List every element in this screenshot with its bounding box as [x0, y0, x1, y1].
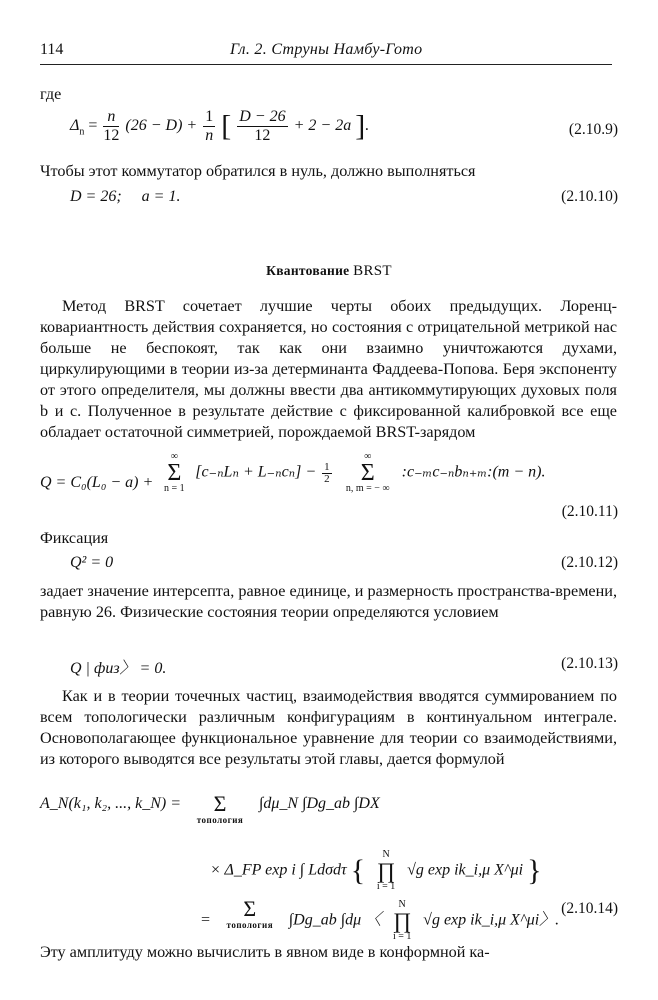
paragraph-last-line: Эту амплитуду можно вычислить в явном виде в конформной ка-: [40, 943, 490, 961]
equation-2-10-14-line3: = Σ топология ∫Dg_ab ∫dμ 〈 N ∏ i = 1 √g exp ik_i,μ X^μi〉.: [200, 896, 560, 942]
equation-number: (2.10.10): [561, 188, 618, 205]
equation-2-10-11: Q = C₀(L₀ − a) + ∞ Σ n = 1 [c₋ₙLₙ + L₋ₙcₙ] − $\frac{1}{2}$ ∞ Σ n, m = − ∞ :c₋ₘc₋ₙbₙ₊ₘ:(m − n).: [40, 451, 546, 494]
paragraph-interaction: Как и в теории точечных частиц, взаимодействия вводятся суммированием по всем топологически различным конфигурациям в континуальном интеграле. Основополагающее функциональное уравнение для теории со взаимодействиями, из которого выводятся все результаты этой главы, дается формулой: [40, 687, 617, 768]
equation-2-10-10: D = 26; a = 1.: [70, 188, 181, 205]
running-title: Гл. 2. Струны Намбу-Гото: [230, 41, 423, 58]
header-rule: [40, 64, 612, 65]
equation-number: (2.10.13): [561, 655, 618, 672]
equation-2-10-14-line1: A_N(k₁, k₂, ..., k_N) = Σ топология ∫dμ_N ∫Dg_ab ∫DX: [40, 791, 380, 825]
equation-number: (2.10.14): [561, 900, 618, 917]
equation-number: (2.10.12): [561, 554, 618, 571]
equation-2-10-14-line2: × Δ_FP exp i ∫ Ldσdτ { N ∏ i = 1 √g exp ik_i,μ X^μi }: [210, 849, 542, 892]
paragraph-intercept: задает значение интерсепта, равное единице, и размерность пространства-времени, равную 26. Физические состояния теории определяются условием: [40, 582, 617, 621]
paragraph-commutator: Чтобы этот коммутатор обратился в нуль, должно выполняться: [40, 162, 476, 180]
equation-number: (2.10.9): [568, 121, 618, 138]
equation-2-10-9: $\Delta_n$ = $\frac{n}{12}$ (26 − D) + $\frac{1}{n}$ [ $\frac{D - 26}{12}$ + 2 − 2a ].: [70, 108, 370, 144]
word-fixation: Фиксация: [40, 529, 109, 547]
page-number: 114: [40, 41, 64, 58]
equation-2-10-12: Q² = 0: [70, 554, 114, 571]
equation-number: (2.10.11): [561, 503, 618, 520]
equation-2-10-13: Q | физ〉 = 0.: [70, 660, 167, 677]
word-gde: где: [40, 85, 62, 103]
section-title: Квантование BRST: [266, 263, 392, 279]
paragraph-brst: Метод BRST сочетает лучшие черты обоих предыдущих. Лоренц-ковариантность действия сохраняется, но состояния с отрицательной метрикой нас больше не беспокоят, так как они взаимно уничтожаются духами, циркулирующими в теории из-за детерминанта Фаддеева-Попова. Беря экспоненту от этого определителя, мы должны ввести два антикоммутирующих духовых поля b и c. Полученное в результате действие с фиксированной калибровкой все еще обладает остаточной симметрией, порождаемой BRST-зарядом: [40, 297, 617, 441]
